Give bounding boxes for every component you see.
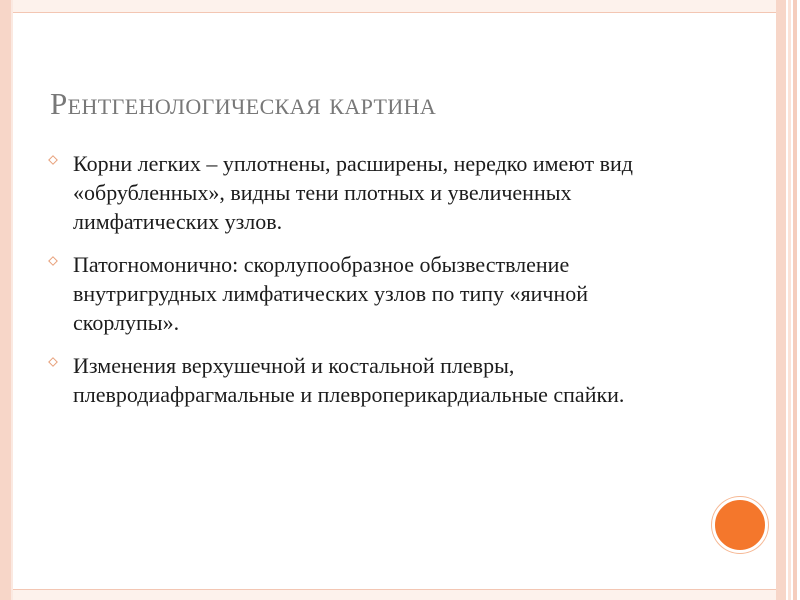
accent-circle xyxy=(712,497,768,553)
slide-frame-left-line xyxy=(11,0,13,600)
bullet-text: Патогномонично: скорлупообразное обызвествление внутригрудных лимфатических узлов по типу «яичной скорлупы». xyxy=(73,252,589,335)
slide-title: Рентгенологическая картина xyxy=(50,86,437,121)
bullet-list xyxy=(48,149,698,423)
slide-frame-bottom-line xyxy=(13,589,776,590)
bullet-text: Корни легких – уплотнены, расширены, нередко имеют вид «обрубленных», видны тени плотных и увеличенных лимфатических узлов. xyxy=(73,151,633,234)
hollow-diamond-icon xyxy=(48,357,58,367)
slide-frame-right-edge xyxy=(793,0,797,600)
slide-frame-right-inner xyxy=(788,0,791,600)
bullet-item xyxy=(48,149,698,236)
slide-frame-right-outer xyxy=(776,0,786,600)
hollow-diamond-icon xyxy=(48,155,58,165)
slide-frame-top-line xyxy=(13,12,776,13)
slide-frame-bottom xyxy=(13,590,776,600)
slide-frame-top xyxy=(13,0,776,12)
bullet-item xyxy=(48,250,698,337)
bullet-text: Изменения верхушечной и костальной плевры, плевродиафрагмальные и плевроперикардиальные спайки. xyxy=(73,353,625,407)
hollow-diamond-icon xyxy=(48,256,58,266)
bullet-item xyxy=(48,351,698,409)
slide-frame-left xyxy=(0,0,11,600)
